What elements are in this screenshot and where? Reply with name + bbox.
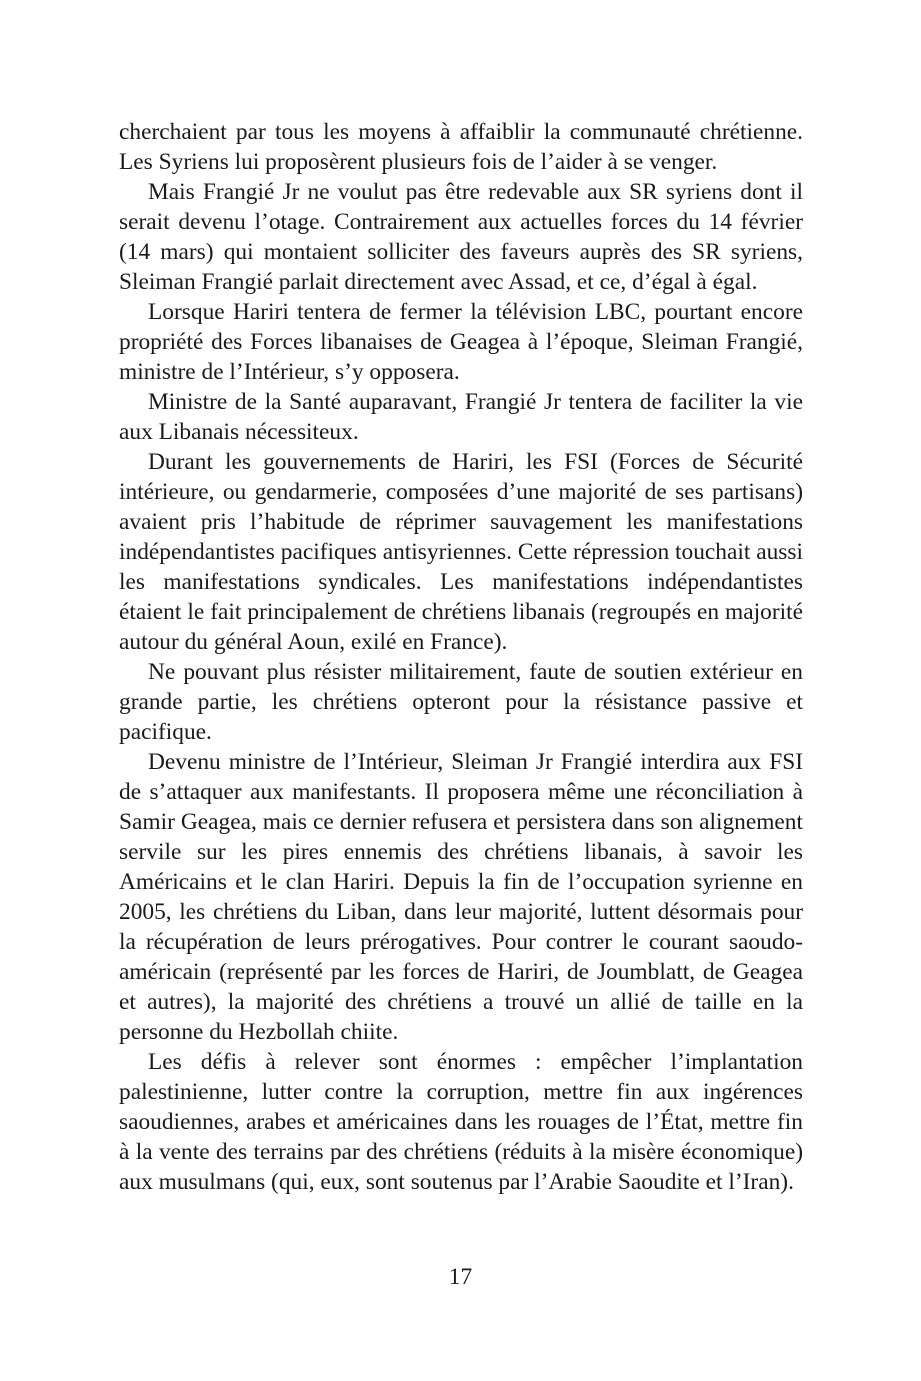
- page-number: 17: [448, 1264, 473, 1290]
- paragraph: Mais Frangié Jr ne voulut pas être redevable aux SR syriens dont il serait devenu l’otage. Contrairement aux actuelles forces du 14 février (14 mars) qui montaient solliciter des faveurs auprès des SR syriens, Sleiman Frangié parlait directement avec Assad, et ce, d’égal à égal.: [119, 179, 803, 295]
- paragraph: Les défis à relever sont énormes : empêcher l’implantation palestinienne, lutter contre la corruption, mettre fin aux ingérences saoudiennes, arabes et américaines dans les rouages de l’État, mettre fin à la vente des terrains par des chrétiens (réduits à la misère économique) aux musulmans (qui, eux, sont soutenus par l’Arabie Saoudite et l’Iran).: [119, 1049, 803, 1195]
- paragraph: Devenu ministre de l’Intérieur, Sleiman Jr Frangié interdira aux FSI de s’attaquer aux manifestants. Il proposera même une réconciliation à Samir Geagea, mais ce dernier refusera et persistera dans son alignement servile sur les pires ennemis des chrétiens libanais, à savoir les Américains et le clan Hariri. Depuis la fin de l’occupation syrienne en 2005, les chrétiens du Liban, dans leur majorité, luttent désormais pour la récupération de leurs prérogatives. Pour contrer le courant saoudo-américain (représenté par les forces de Hariri, de Joumblatt, de Geagea et autres), la majorité des chrétiens a trouvé un allié de taille en la personne du Hezbollah chiite.: [119, 749, 803, 1045]
- paragraph: Ministre de la Santé auparavant, Frangié Jr tentera de faciliter la vie aux Libanais nécessiteux.: [119, 389, 803, 445]
- paragraph: Ne pouvant plus résister militairement, faute de soutien extérieur en grande partie, les chrétiens opteront pour la résistance passive et pacifique.: [119, 659, 803, 745]
- paragraph-continuation: cherchaient par tous les moyens à affaiblir la communauté chrétienne. Les Syriens lui proposèrent plusieurs fois de l’aider à se venger.: [119, 119, 803, 175]
- body-text: [119, 117, 803, 1197]
- paragraph: Lorsque Hariri tentera de fermer la télévision LBC, pourtant encore propriété des Forces libanaises de Geagea à l’époque, Sleiman Frangié, ministre de l’Intérieur, s’y opposera.: [119, 299, 803, 385]
- paragraph: Durant les gouvernements de Hariri, les FSI (Forces de Sécurité intérieure, ou gendarmerie, composées d’une majorité de ses partisans) avaient pris l’habitude de réprimer sauvagement les manifestations indépendantistes pacifiques antisyriennes. Cette répression touchait aussi les manifestations syndicales. Les manifestations indépendantistes étaient le fait principalement de chrétiens libanais (regroupés en majorité autour du général Aoun, exilé en France).: [119, 449, 803, 655]
